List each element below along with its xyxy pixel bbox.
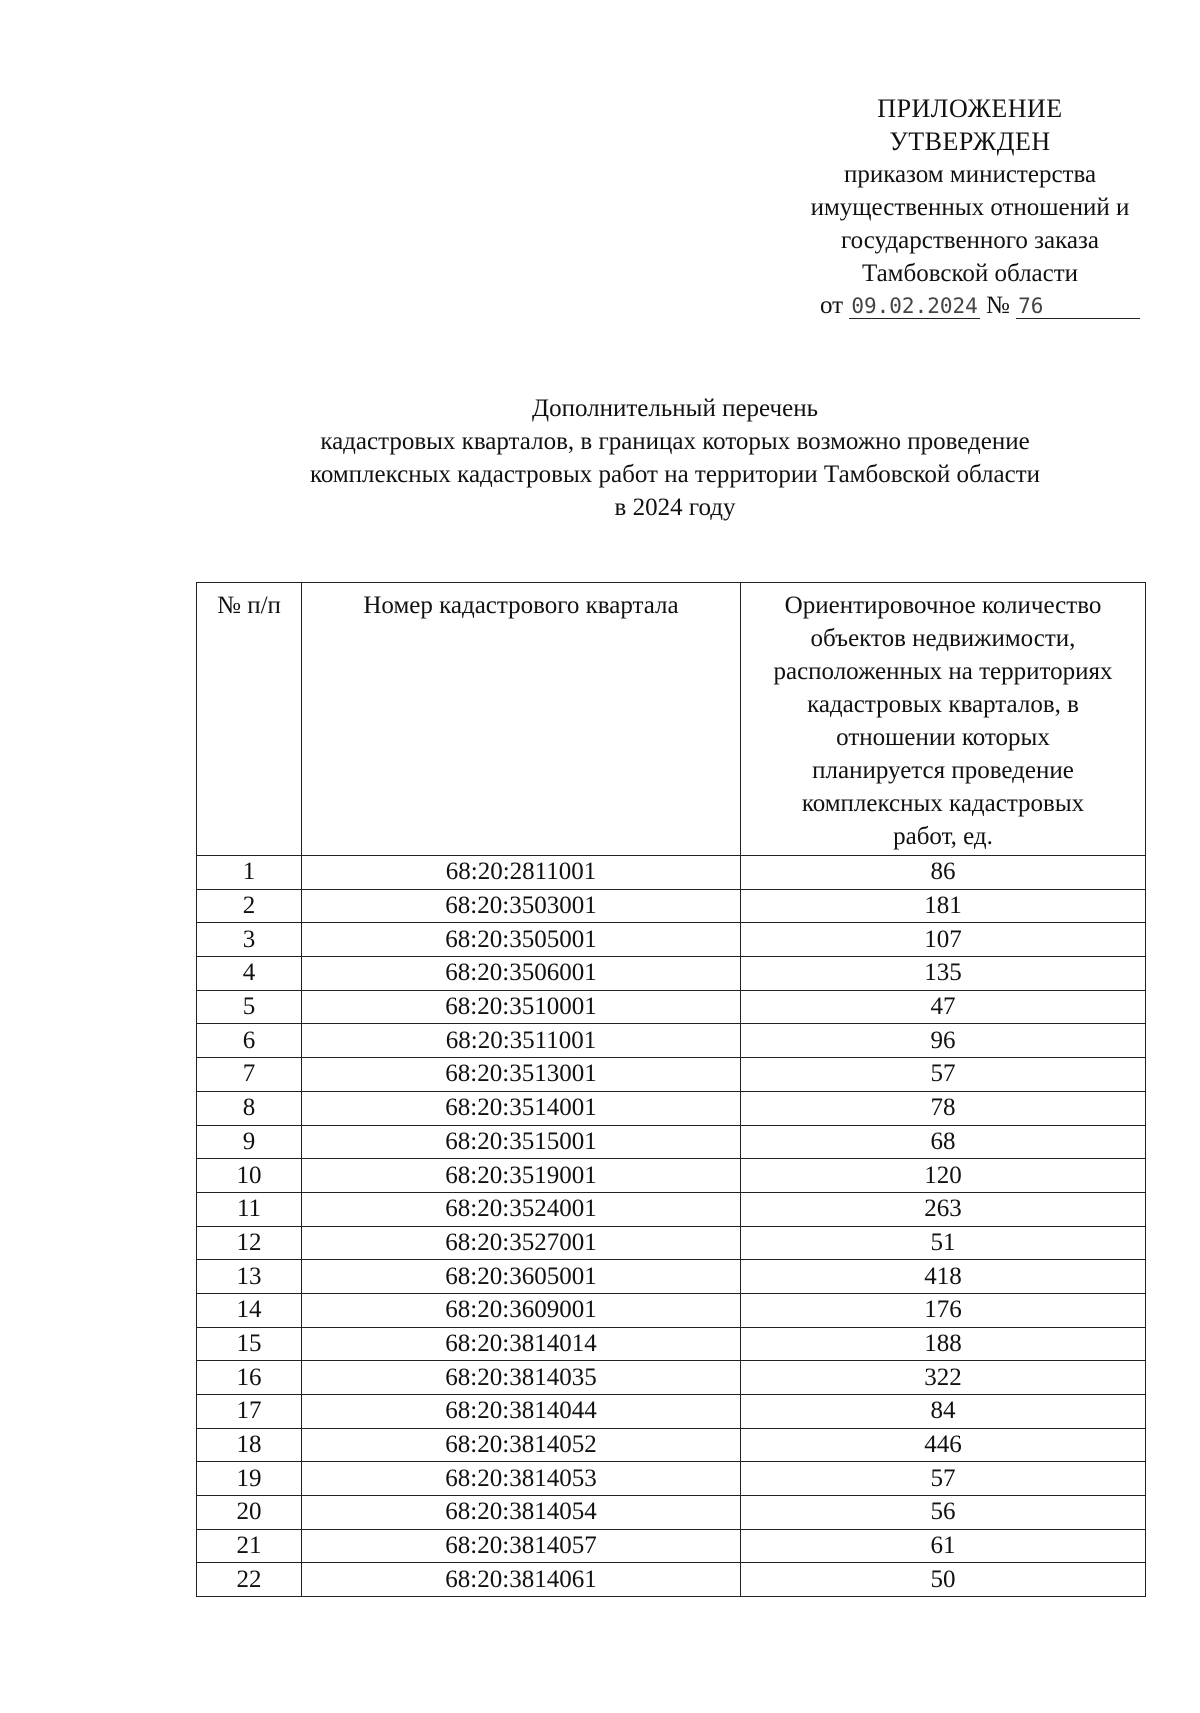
cadastral-number: 68:20:3814052 xyxy=(302,1428,741,1462)
table-row xyxy=(197,1091,1146,1125)
object-count: 322 xyxy=(741,1361,1146,1395)
object-count: 418 xyxy=(741,1260,1146,1294)
order-date-line xyxy=(820,292,1140,320)
order-number: 76 xyxy=(1016,294,1140,319)
cadastral-number: 68:20:3609001 xyxy=(302,1293,741,1327)
table-body xyxy=(197,856,1146,1597)
table-row xyxy=(197,889,1146,923)
cadastral-number: 68:20:3519001 xyxy=(302,1159,741,1193)
cadastral-table xyxy=(196,582,1146,1597)
cadastral-number: 68:20:3510001 xyxy=(302,990,741,1024)
date-prefix: от xyxy=(820,292,844,319)
row-number: 1 xyxy=(197,856,302,890)
header-appendix: ПРИЛОЖЕНИЕ xyxy=(877,94,1063,123)
number-sign: № xyxy=(986,292,1010,319)
cadastral-number: 68:20:3814053 xyxy=(302,1462,741,1496)
table-row xyxy=(197,923,1146,957)
object-count: 61 xyxy=(741,1529,1146,1563)
table-row xyxy=(197,1361,1146,1395)
object-count: 107 xyxy=(741,923,1146,957)
row-number: 12 xyxy=(197,1226,302,1260)
header-line-5: государственного заказа xyxy=(841,227,1099,254)
object-count: 84 xyxy=(741,1395,1146,1429)
row-number: 9 xyxy=(197,1125,302,1159)
table-row xyxy=(197,1496,1146,1530)
object-count: 78 xyxy=(741,1091,1146,1125)
row-number: 8 xyxy=(197,1091,302,1125)
object-count: 68 xyxy=(741,1125,1146,1159)
row-number: 10 xyxy=(197,1159,302,1193)
object-count: 120 xyxy=(741,1159,1146,1193)
cadastral-number: 68:20:3505001 xyxy=(302,923,741,957)
cadastral-number: 68:20:3814044 xyxy=(302,1395,741,1429)
title-line-1: Дополнительный перечень xyxy=(532,395,818,422)
object-count: 57 xyxy=(741,1058,1146,1092)
cadastral-number: 68:20:3524001 xyxy=(302,1192,741,1226)
table-row xyxy=(197,1024,1146,1058)
title-line-4: в 2024 году xyxy=(614,494,736,521)
row-number: 19 xyxy=(197,1462,302,1496)
order-date: 09.02.2024 xyxy=(851,294,978,318)
table-row xyxy=(197,1529,1146,1563)
row-number: 2 xyxy=(197,889,302,923)
cadastral-number: 68:20:3527001 xyxy=(302,1226,741,1260)
row-number: 21 xyxy=(197,1529,302,1563)
cadastral-number: 68:20:3814014 xyxy=(302,1327,741,1361)
object-count: 47 xyxy=(741,990,1146,1024)
col-count-header: Ориентировочное количество объектов недвижимости, расположенных на территориях кадастровых кварталов, в отношении которых планируется проведение комплексных кадастровых работ, ед. xyxy=(741,583,1146,856)
table-header-row xyxy=(197,583,1146,856)
document-title xyxy=(200,392,1150,524)
row-number: 16 xyxy=(197,1361,302,1395)
table-row xyxy=(197,1159,1146,1193)
approval-header xyxy=(770,92,1170,290)
table-row xyxy=(197,957,1146,991)
row-number: 7 xyxy=(197,1058,302,1092)
row-number: 4 xyxy=(197,957,302,991)
col-quarter-header: Номер кадастрового квартала xyxy=(302,583,741,856)
table-row xyxy=(197,1192,1146,1226)
table-row xyxy=(197,1395,1146,1429)
object-count: 188 xyxy=(741,1327,1146,1361)
object-count: 50 xyxy=(741,1563,1146,1597)
cadastral-number: 68:20:3514001 xyxy=(302,1091,741,1125)
object-count: 181 xyxy=(741,889,1146,923)
cadastral-number: 68:20:3511001 xyxy=(302,1024,741,1058)
table-row xyxy=(197,990,1146,1024)
table-row xyxy=(197,1226,1146,1260)
row-number: 18 xyxy=(197,1428,302,1462)
cadastral-number: 68:20:3503001 xyxy=(302,889,741,923)
cadastral-number: 68:20:3814061 xyxy=(302,1563,741,1597)
cadastral-number: 68:20:3515001 xyxy=(302,1125,741,1159)
row-number: 20 xyxy=(197,1496,302,1530)
row-number: 17 xyxy=(197,1395,302,1429)
cadastral-number: 68:20:3605001 xyxy=(302,1260,741,1294)
table-row xyxy=(197,1125,1146,1159)
title-line-3: комплексных кадастровых работ на территории Тамбовской области xyxy=(309,461,1041,488)
row-number: 14 xyxy=(197,1293,302,1327)
object-count: 51 xyxy=(741,1226,1146,1260)
row-number: 15 xyxy=(197,1327,302,1361)
row-number: 3 xyxy=(197,923,302,957)
object-count: 176 xyxy=(741,1293,1146,1327)
object-count: 263 xyxy=(741,1192,1146,1226)
header-approved: УТВЕРЖДЕН xyxy=(889,127,1051,156)
object-count: 135 xyxy=(741,957,1146,991)
title-line-2: кадастровых кварталов, в границах которых возможно проведение xyxy=(320,428,1030,455)
header-line-3: приказом министерства xyxy=(843,161,1097,188)
row-number: 11 xyxy=(197,1192,302,1226)
object-count: 96 xyxy=(741,1024,1146,1058)
cadastral-number: 68:20:3814035 xyxy=(302,1361,741,1395)
cadastral-number: 68:20:3814057 xyxy=(302,1529,741,1563)
table-row xyxy=(197,856,1146,890)
object-count: 57 xyxy=(741,1462,1146,1496)
object-count: 56 xyxy=(741,1496,1146,1530)
header-line-4: имущественных отношений и xyxy=(810,194,1130,221)
table-row xyxy=(197,1293,1146,1327)
cadastral-number: 68:20:2811001 xyxy=(302,856,741,890)
table-row xyxy=(197,1428,1146,1462)
object-count: 446 xyxy=(741,1428,1146,1462)
cadastral-number: 68:20:3513001 xyxy=(302,1058,741,1092)
row-number: 5 xyxy=(197,990,302,1024)
table-row xyxy=(197,1327,1146,1361)
row-number: 13 xyxy=(197,1260,302,1294)
cadastral-number: 68:20:3506001 xyxy=(302,957,741,991)
cadastral-number: 68:20:3814054 xyxy=(302,1496,741,1530)
table-row xyxy=(197,1058,1146,1092)
row-number: 22 xyxy=(197,1563,302,1597)
table-row xyxy=(197,1563,1146,1597)
table-row xyxy=(197,1462,1146,1496)
row-number: 6 xyxy=(197,1024,302,1058)
object-count: 86 xyxy=(741,856,1146,890)
header-line-6: Тамбовской области xyxy=(861,260,1079,287)
col-number-header: № п/п xyxy=(197,583,302,856)
table-row xyxy=(197,1260,1146,1294)
